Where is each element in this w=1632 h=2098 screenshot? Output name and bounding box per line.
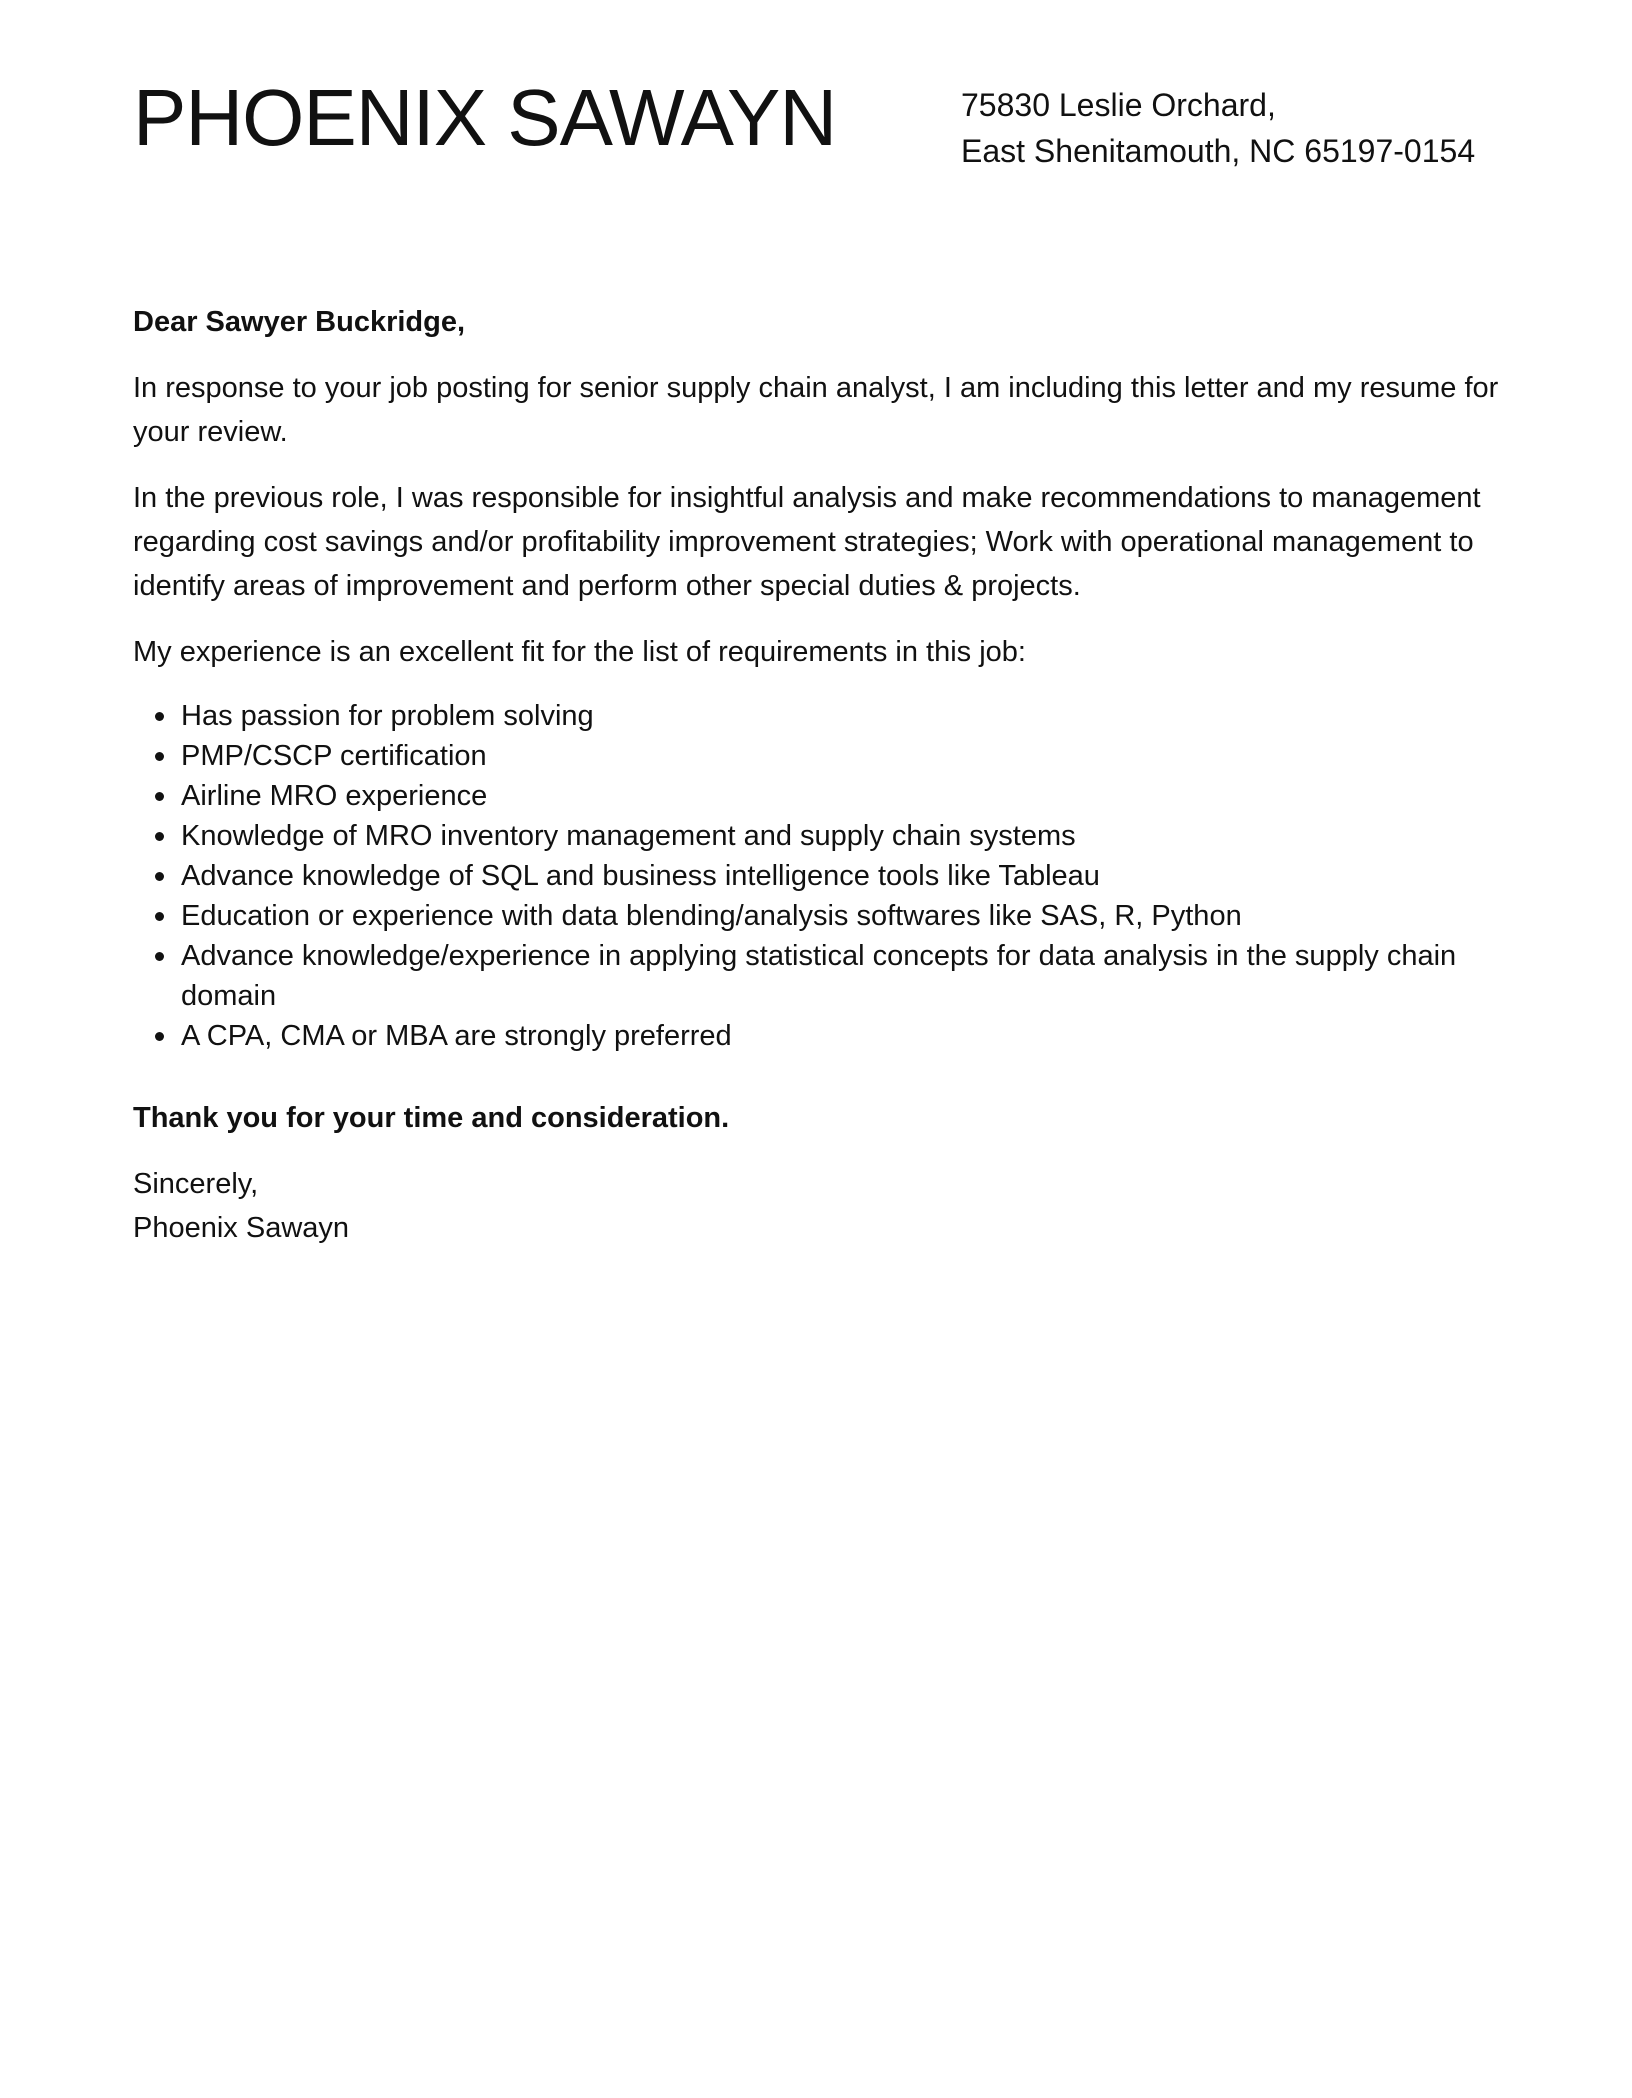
list-item: Has passion for problem solving xyxy=(181,696,1499,736)
thanks-line: Thank you for your time and consideration. xyxy=(133,1102,730,1134)
list-item: Education or experience with data blending/analysis softwares like SAS, R, Python xyxy=(181,896,1499,936)
list-item: Advance knowledge/experience in applying statistical concepts for data analysis in the supply chain domain xyxy=(181,936,1499,1016)
intro-paragraph: In response to your job posting for senior supply chain analyst, I am including this letter and my resume for your review. xyxy=(133,372,1499,448)
signoff: Sincerely, xyxy=(133,1168,259,1200)
sender-name: PHOENIX SAWAYN xyxy=(133,73,837,162)
experience-paragraph: In the previous role, I was responsible for insightful analysis and make recommendations to management regarding cost savings and/or profitability improvement strategies; Work with operational management to identify areas of improvement and perform other special duties & projects. xyxy=(133,482,1481,602)
list-item: A CPA, CMA or MBA are strongly preferred xyxy=(181,1016,1499,1056)
list-item: PMP/CSCP certification xyxy=(181,736,1499,776)
requirements-intro: My experience is an excellent fit for the list of requirements in this job: xyxy=(133,636,1026,668)
signature-name: Phoenix Sawayn xyxy=(133,1212,350,1244)
address-line-1: 75830 Leslie Orchard, xyxy=(961,87,1276,123)
sender-address xyxy=(961,82,1475,174)
requirements-list xyxy=(133,696,1499,1056)
letter-header xyxy=(133,70,1499,180)
list-item: Airline MRO experience xyxy=(181,776,1499,816)
salutation: Dear Sawyer Buckridge, xyxy=(133,306,466,338)
list-item: Advance knowledge of SQL and business intelligence tools like Tableau xyxy=(181,856,1499,896)
address-line-2: East Shenitamouth, NC 65197-0154 xyxy=(961,133,1476,169)
closing-block xyxy=(133,1162,1499,1250)
list-item: Knowledge of MRO inventory management and supply chain systems xyxy=(181,816,1499,856)
letter-body xyxy=(133,300,1499,1250)
